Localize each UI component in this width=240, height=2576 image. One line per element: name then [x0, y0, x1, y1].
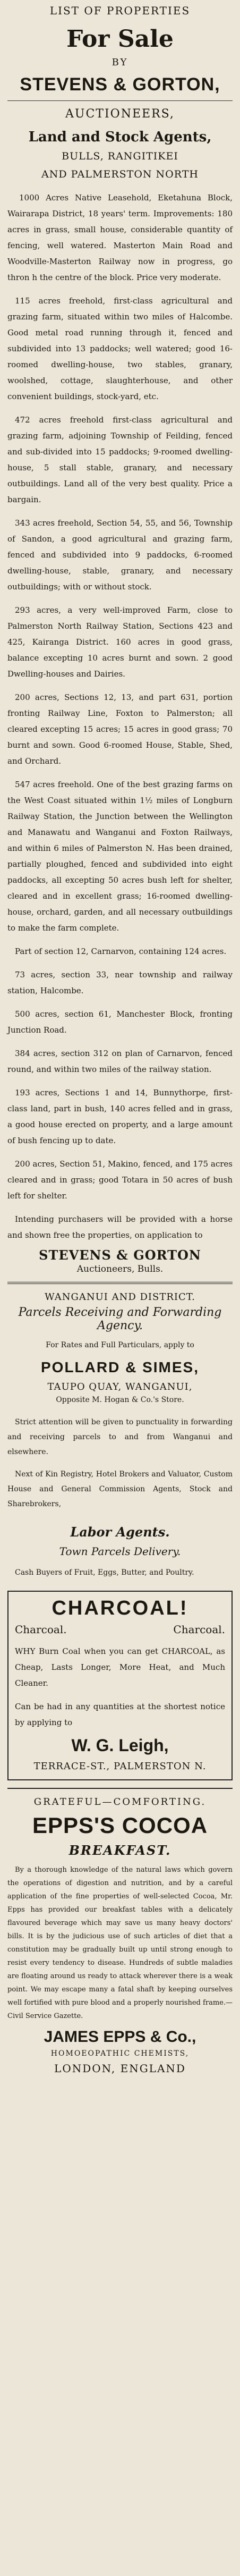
property-item: 1000 Acres Native Leasehold, Eketahuna Block, Wairarapa District, 18 years' term. Improvements: 180 acres in grass, small house, considerable quantity of fencing, well watered. Masterton Main Road and Woodville-Masterton Railway now in progress, go thron h the centre of the block. Price very moderate. [7, 193, 233, 282]
property-list [7, 190, 233, 1204]
signature-firm: STEVENS & GORTON [39, 1247, 201, 1263]
auctioneers-heading: AUCTIONEERS, [65, 107, 175, 121]
charcoal-sub-right: Charcoal. [173, 1623, 225, 1636]
charcoal-heading: CHARCOAL! [52, 1597, 188, 1619]
leigh-heading: W. G. Leigh, [71, 1736, 169, 1755]
wanganui-heading: WANGANUI AND DISTRICT. [45, 1291, 195, 1303]
property-item: Part of section 12, Carnarvon, containing 124 acres. [15, 947, 227, 956]
homoeopathic-line: HOMOEOPATHIC CHEMISTS, [50, 2049, 190, 2058]
property-item: 472 acres freehold first-class agricultural and grazing farm, adjoining Township of Feilding, fenced and sub-divided into 15 paddocks; 9-roomed dwelling-house, 5 stall stable, granary, and necessary outbuildings. Land all of the very best quality. Price a bargain. [7, 415, 233, 504]
parcels-heading: Parcels Receiving and Forwarding Agency. [18, 1306, 222, 1332]
place-heading-2: AND PALMERSTON NORTH [41, 168, 199, 180]
by-label: BY [112, 57, 128, 68]
pollard-heading: POLLARD & SIMES, [40, 1359, 199, 1375]
charcoal-ad [7, 1591, 233, 1780]
closing-text: Intending purchasers will be provided with a horse and shown free the properties, on application to [7, 1214, 233, 1240]
list-heading: LIST OF PROPERTIES [49, 4, 191, 17]
property-item: 200 acres, Sections 12, 13, and part 631, portion fronting Railway Line, Foxton to Palmerston; all cleared excepting 15 acres; 15 acres in good grass; 70 burnt and sown. Good 6-roomed House, Stable, Shed, and Orchard. [7, 692, 233, 766]
charcoal-subheading [15, 1623, 225, 1636]
section-divider [7, 1788, 233, 1789]
divider [7, 100, 233, 101]
breakfast-heading: BREAKFAST. [68, 1843, 172, 1858]
property-item: 343 acres freehold, Section 54, 55, and 56, Township of Sandon, a good agricultural and grazing farm, fenced and subdivided into 9 paddocks, 6-roomed dwelling-house, stable, granary, and necessary outbuildings; with or without stock. [7, 518, 233, 592]
address-line: TAUPO QUAY, WANGANUI, [47, 1381, 193, 1392]
property-item: 193 acres, Sections 1 and 14, Bunnythorpe, first-class land, part in bush, 140 acres felled and in grass, a good house erected on property, and a large amount of bush fencing up to date. [7, 1088, 233, 1145]
attention-text: Strict attention will be given to punctuality in forwarding and receiving parcels to and from Wanganui and elsewhere. [7, 1418, 233, 1456]
charcoal-sub-left: Charcoal. [15, 1623, 67, 1636]
property-item: 293 acres, a very well-improved Farm, close to Palmerston North Railway Station, Sections 423 and 425, Kairanga District. 160 acres in good grass, balance excepting 10 acres burnt and sown. 2 good Dwelling-houses and Dairies. [7, 605, 233, 679]
charcoal-why: WHY Burn Coal when you can get CHARCOAL, as Cheap, Lasts Longer, More Heat, and Much Cleaner. [15, 1646, 225, 1688]
property-item: 115 acres freehold, first-class agricultural and grazing farm, situated within two miles of Halcombe. Good metal road running through it, fenced and subdivided into 13 paddocks; well watered; good 16-roomed dwelling-house, two stables, granary, woolshed, cottage, slaughterhouse, and other convenient buildings, stock-yard, etc. [7, 296, 233, 401]
apply-text: For Rates and Full Particulars, apply to [46, 1341, 194, 1349]
property-item: 200 acres, Section 51, Makino, fenced, and 175 acres cleared and in grass; good Totara in 50 acres of bush left for shelter. [7, 1159, 233, 1201]
section-divider [7, 1282, 233, 1284]
firm-heading: STEVENS & GORTON, [20, 74, 220, 95]
property-item: 384 acres, section 312 on plan of Carnarvon, fenced round, and within two miles of the railway station. [7, 1049, 233, 1074]
leigh-address: TERRACE-ST., PALMERSTON N. [33, 1761, 207, 1772]
labor-heading: Labor Agents. [70, 1524, 170, 1540]
james-epps-heading: JAMES EPPS & Co., [44, 2028, 196, 2046]
registry-text: Next of Kin Registry, Hotel Brokers and Valuator, Custom House and General Commission Agents, Stock and Sharebrokers, [7, 1470, 233, 1508]
epps-body: By a thorough knowledge of the natural laws which govern the operations of digestion and nutrition, and by a careful application of the fine properties of well-selected Cocoa, Mr. Epps has provided our breakfast tables with a delicately flavoured beverage which may save us many heavy doctors' bills. It is by the judicious use of such articles of diet that a constitution may be gradually built up until strong enough to resist every tendency to disease. Hundreds of subtle maladies are floating around us ready to attack wherever there is a weak point. We may escape many a fatal shaft by keeping ourselves well fortified with pure blood and a properly nourished frame.—Civil Service Gazette. [7, 1866, 233, 2020]
property-item: 500 acres, section 61, Manchester Block, fronting Junction Road. [7, 1009, 233, 1035]
opposite-line: Opposite M. Hogan & Co.'s Store. [56, 1396, 184, 1404]
property-item: 73 acres, section 33, near township and railway station, Halcombe. [7, 970, 233, 995]
for-sale-heading: For Sale [66, 26, 174, 53]
agents-heading: Land and Stock Agents, [28, 129, 212, 145]
property-item: 547 acres freehold. One of the best grazing farms on the West Coast situated within 1½ miles of Longburn Railway Station, the Junction between the Wellington and Manawatu and Wanganui and Foxton Railways, and within 6 miles of Palmerston N. Has been drained, partially ploughed, fenced and subdivided into eight paddocks, all excepting 50 acres bush left for shelter, cleared and in excellent grass; 16-roomed dwelling-house, orchard, garden, and all necessary outbuildings to make the farm complete. [7, 780, 233, 933]
buyers-text: Cash Buyers of Fruit, Eggs, Butter, and Poultry. [15, 1568, 194, 1577]
town-heading: Town Parcels Delivery. [59, 1545, 181, 1558]
signature-sub: Auctioneers, Bulls. [76, 1264, 164, 1274]
charcoal-order: Can be had in any quantities at the shortest notice by applying to [15, 1702, 225, 1727]
london-line: LONDON, ENGLAND [54, 2062, 186, 2075]
newspaper-column [7, 0, 233, 2075]
place-heading-1: BULLS, RANGITIKEI [62, 150, 178, 162]
epps-heading: EPPS'S COCOA [32, 1813, 208, 1838]
grateful-heading: GRATEFUL—COMFORTING. [33, 1796, 207, 1808]
